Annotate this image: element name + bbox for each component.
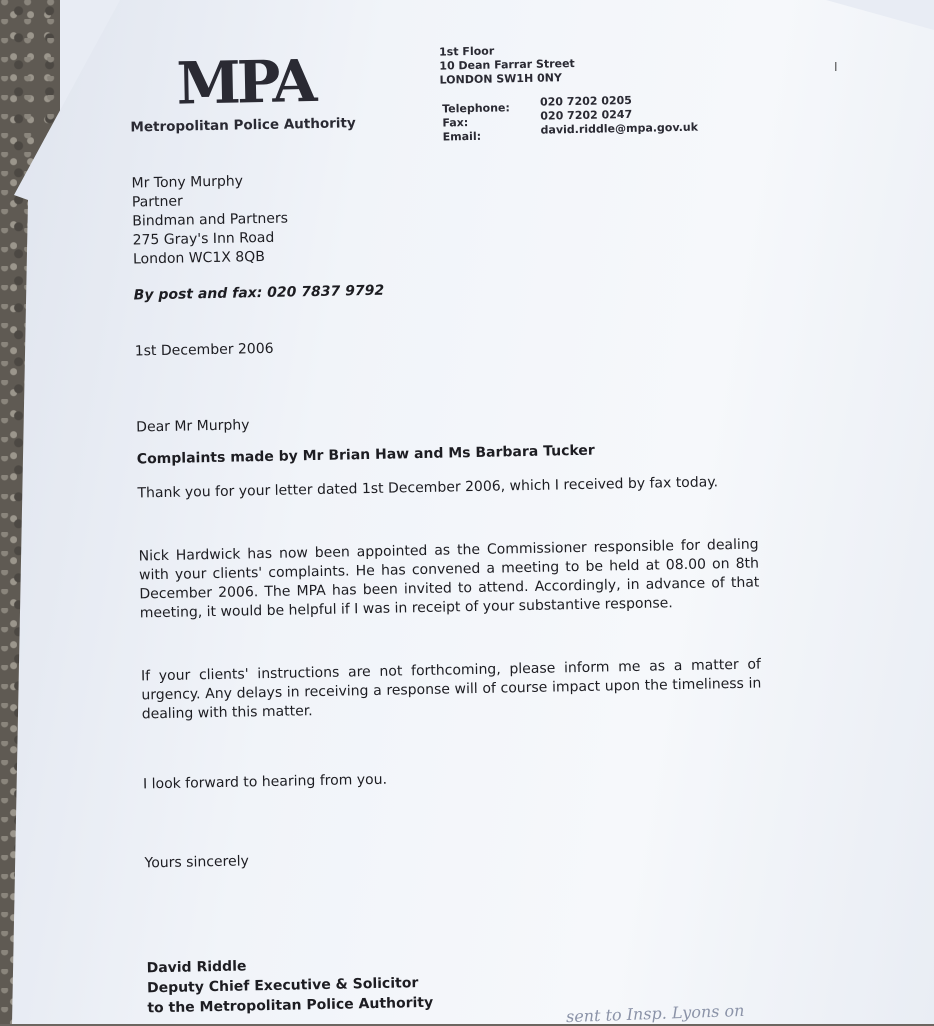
recipient-city: London WC1X 8QB xyxy=(132,248,266,268)
handwritten-note: sent to Insp. Lyons on xyxy=(565,1000,745,1026)
recipient-title: Partner xyxy=(131,193,183,211)
signatory-name: David Riddle xyxy=(146,958,247,977)
signatory-organisation: to the Metropolitan Police Authority xyxy=(147,994,434,1017)
fax-label: Fax: xyxy=(442,116,469,130)
paragraph-4: I look forward to hearing from you. xyxy=(142,771,388,793)
signatory-role: Deputy Chief Executive & Solicitor xyxy=(146,975,419,997)
subject-line: Complaints made by Mr Brian Haw and Ms Barbara Tucker xyxy=(136,442,595,468)
delivery-method: By post and fax: 020 7837 9792 xyxy=(133,282,385,304)
email-value: david.riddle@mpa.gov.uk xyxy=(540,120,699,137)
address-line-2: 10 Dean Farrar Street xyxy=(439,56,575,73)
paragraph-3: If your clients' instructions are not forthcoming, please inform me as a matter of urgency. Any delays in receiving a response will of course impact upon the timeliness in dealing with this matter. xyxy=(140,656,762,723)
margin-mark: I xyxy=(834,60,838,74)
letter-date: 1st December 2006 xyxy=(134,340,274,360)
recipient-street: 275 Gray's Inn Road xyxy=(132,229,275,249)
mpa-logo: MPA xyxy=(175,47,314,118)
closing: Yours sincerely xyxy=(144,853,249,872)
salutation: Dear Mr Murphy xyxy=(136,417,250,436)
paragraph-2: Nick Hardwick has now been appointed as the Commissioner responsible for dealing with your clients' complaints. He has convened a meeting to be held at 08.00 on 8th December 2006. The MPA has been invited to attend. Accordingly, in advance of that meeting, it would be helpful if I was in receipt of your substantive response. xyxy=(138,536,760,622)
address-line-3: LONDON SW1H 0NY xyxy=(439,71,562,87)
address-line-1: 1st Floor xyxy=(438,44,495,59)
telephone-value: 020 7202 0205 xyxy=(539,93,633,109)
paragraph-1: Thank you for your letter dated 1st December 2006, which I received by fax today. xyxy=(137,474,719,502)
organisation-name: Metropolitan Police Authority xyxy=(130,115,356,136)
fax-value: 020 7202 0247 xyxy=(540,107,633,123)
email-label: Email: xyxy=(442,129,482,144)
recipient-name: Mr Tony Murphy xyxy=(131,173,244,192)
telephone-label: Telephone: xyxy=(442,101,510,116)
recipient-firm: Bindman and Partners xyxy=(132,210,289,230)
